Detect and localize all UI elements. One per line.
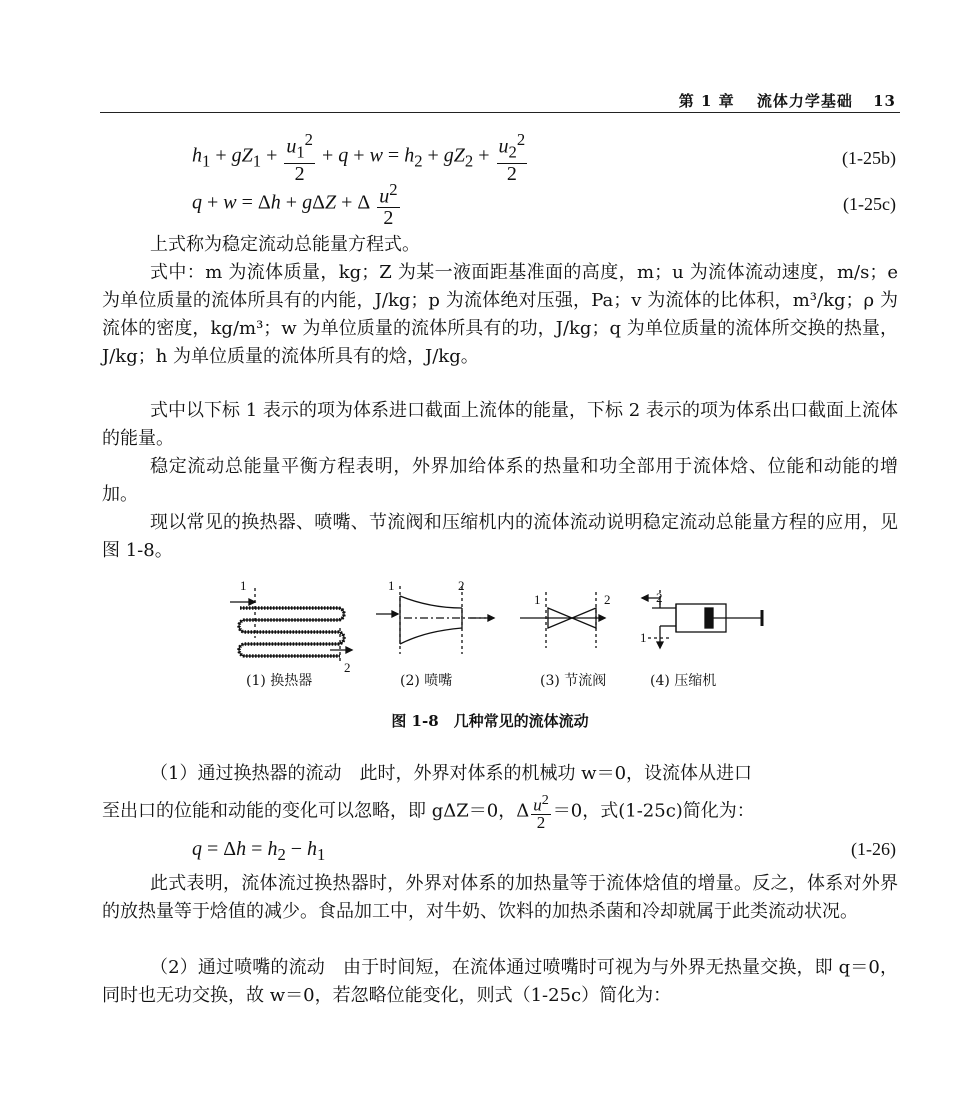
paragraph-text: ＝0，式(1-25c)简化为： <box>552 800 755 822</box>
subcaption-nozzle: (2) 喷嘴 <box>400 673 453 689</box>
label-1: 1 <box>534 592 541 607</box>
nozzle-diagram <box>376 586 494 654</box>
paragraph: 式中：m 为流体质量，kg；Z 为某一液面距基准面的高度，m；u 为流体流动速度，m/s；e 为单位质量的流体所具有的内能，J/kg；p 为流体绝对压强，Pa；v 为流体的比体积，m³/kg；ρ 为流体的密度，kg/m³；w 为单位质量的流体所具有的功，J/kg；q 为单位质量的流体所交换的热量，J/kg；h 为单位质量的流体所具有的焓，J/kg。 <box>102 262 898 367</box>
equation-1-25c: q + w = Δh + gΔZ + Δ $\frac{u^2}{2}$ <box>192 180 398 229</box>
label-2: 2 <box>604 592 611 607</box>
label-1: 1 <box>240 578 247 593</box>
paragraph: 此式表明，流体流过换热器时，外界对体系的加热量等于流体焓值的增量。反之，体系对外界的放热量等于焓值的减少。食品加工中，对牛奶、饮料的加热杀菌和冷却就属于此类流动状况。 <box>102 873 898 922</box>
throttle-valve-diagram <box>520 592 605 648</box>
equation-1-25b: $h_1 + gZ_1$ + $\frac{u_1^2}{2}$ + $q + w = h_2 + gZ_2$ + $\frac{u_2^2}{2}$ <box>192 130 526 185</box>
running-header <box>679 90 896 111</box>
label-2: 2 <box>656 590 663 605</box>
subcaption-throttle-valve: (3) 节流阀 <box>540 673 607 689</box>
paragraph: 上式称为稳定流动总能量方程式。 <box>150 234 420 255</box>
label-1: 1 <box>388 578 395 593</box>
equation-number: (1-26) <box>851 839 896 859</box>
subcaption-heat-exchanger: (1) 换热器 <box>246 673 313 689</box>
label-1: 1 <box>640 630 647 645</box>
label-2: 2 <box>458 578 465 593</box>
paragraph-text: 至出口的位能和动能的变化可以忽略，即 gΔZ＝0，Δ <box>102 800 530 822</box>
paragraph: （1）通过换热器的流动 此时，外界对体系的机械功 w＝0，设流体从进口 <box>150 763 753 784</box>
heat-exchanger-diagram <box>230 588 352 662</box>
equation-number: (1-25b) <box>842 148 896 168</box>
subcaption-compressor: (4) 压缩机 <box>650 673 717 689</box>
header-rule <box>100 112 900 113</box>
paragraph: 稳定流动总能量平衡方程表明，外界加给体系的热量和功全部用于流体焓、位能和动能的增加。 <box>102 456 898 505</box>
chapter-label: 第 1 章 <box>678 92 735 110</box>
label-2: 2 <box>344 660 351 675</box>
paragraph: 式中以下标 1 表示的项为体系进口截面上流体的能量，下标 2 表示的项为体系出口截面上流体的能量。 <box>102 400 898 449</box>
inline-fraction: $\frac{u^2}{2}$ <box>533 792 549 832</box>
paragraph: （2）通过喷嘴的流动 由于时间短，在流体通过喷嘴时可视为与外界无热量交换，即 q＝0，同时也无功交换，故 w＝0，若忽略位能变化，则式（1-25c）简化为： <box>102 957 898 1006</box>
figure-caption: 图 1-8 几种常见的流体流动 <box>391 712 589 730</box>
equation-1-26: $q = \Delta h = h_2 - h_1$ <box>192 838 326 864</box>
paragraph-inline-equation <box>102 792 898 831</box>
figure-diagram <box>0 578 980 698</box>
paragraph: 现以常见的换热器、喷嘴、节流阀和压缩机内的流体流动说明稳定流动总能量方程的应用，见图 1-8。 <box>102 512 898 561</box>
page-number: 13 <box>873 92 896 110</box>
equation-number: (1-25c) <box>843 194 896 214</box>
chapter-title: 流体力学基础 <box>756 92 853 110</box>
